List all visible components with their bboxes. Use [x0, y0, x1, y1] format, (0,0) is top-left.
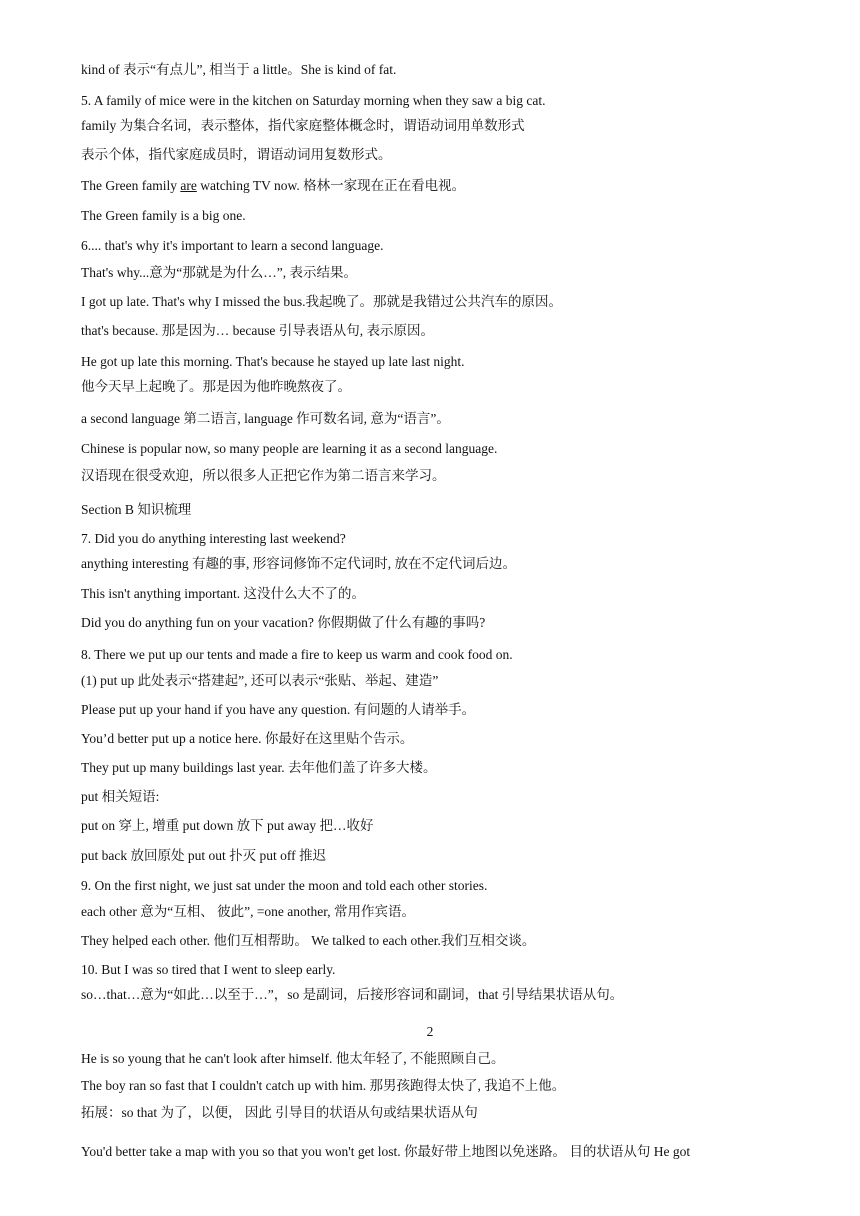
text-line: a second language 第二语言, language 作可数名词, 意为“语言”。 — [81, 411, 450, 426]
text-line: 表示个体，指代家庭成员时，谓语动词用复数形式。 — [81, 147, 392, 162]
text-line: They helped each other. 他们互相帮助。 We talked to each other.我们互相交谈。 — [81, 933, 536, 948]
text-line: 6.... that's why it's important to learn a second language. — [81, 238, 384, 253]
text-line: 8. There we put up our tents and made a fire to keep us warm and cook food on. — [81, 647, 513, 662]
text-line: (1) put up 此处表示“搭建起”, 还可以表示“张贴、举起、建造” — [81, 673, 439, 688]
text-line: that's because. 那是因为… because 引导表语从句, 表示原因。 — [81, 323, 434, 338]
underlined-word: are — [180, 178, 197, 193]
text-line: so…that…意为“如此…以至于…”，so 是副词，后接形容词和副词，that 引导结果状语从句。 — [81, 987, 624, 1002]
text-line: That's why...意为“那就是为什么…”, 表示结果。 — [81, 265, 358, 280]
page-number: 2 — [426, 1024, 434, 1039]
text-line: The boy ran so fast that I couldn't catch up with him. 那男孩跑得太快了, 我追不上他。 — [81, 1078, 566, 1093]
text-line: Chinese is popular now, so many people are learning it as a second language. — [81, 441, 498, 456]
text-line: put on 穿上, 增重 put down 放下 put away 把…收好 — [81, 818, 374, 833]
text-line — [81, 177, 465, 194]
text-line: I got up late. That's why I missed the bus.我起晚了。那就是我错过公共汽车的原因。 — [81, 294, 563, 309]
text-line: This isn't anything important. 这没什么大不了的。 — [81, 586, 366, 601]
text-line: kind of 表示“有点儿”, 相当于 a little。She is kind of fat. — [81, 62, 397, 77]
text-line: family 为集合名词，表示整体，指代家庭整体概念时，谓语动词用单数形式 — [81, 118, 525, 133]
text-segment: The Green family — [81, 178, 181, 193]
text-line: each other 意为“互相、 彼此”, =one another, 常用作宾语。 — [81, 904, 415, 919]
text-line: They put up many buildings last year. 去年他们盖了许多大楼。 — [81, 760, 437, 775]
text-line: You’d better put up a notice here. 你最好在这里贴个告示。 — [81, 731, 414, 746]
text-line: 拓展：so that 为了，以便， 因此 引导目的状语从句或结果状语从句 — [81, 1105, 478, 1120]
text-line: put back 放回原处 put out 扑灭 put off 推迟 — [81, 848, 326, 863]
text-line: He got up late this morning. That's because he stayed up late last night. — [81, 354, 465, 369]
text-line: The Green family is a big one. — [81, 208, 246, 223]
text-line: 汉语现在很受欢迎，所以很多人正把它作为第二语言来学习。 — [81, 468, 446, 483]
text-segment: watching TV now. 格林一家现在正在看电视。 — [196, 178, 466, 193]
text-line: You'd better take a map with you so that you won't get lost. 你最好带上地图以免迷路。 目的状语从句 He got — [81, 1144, 691, 1159]
text-line: 10. But I was so tired that I went to sleep early. — [81, 962, 336, 977]
text-line: 他今天早上起晚了。那是因为他昨晚熬夜了。 — [81, 379, 351, 394]
text-line: 9. On the first night, we just sat under the moon and told each other stories. — [81, 878, 488, 893]
text-line: Please put up your hand if you have any question. 有问题的人请举手。 — [81, 702, 476, 717]
text-line: 5. A family of mice were in the kitchen on Saturday morning when they saw a big cat. — [81, 93, 546, 108]
text-line: put 相关短语: — [81, 789, 160, 804]
text-line: 7. Did you do anything interesting last weekend? — [81, 531, 346, 546]
text-line: He is so young that he can't look after himself. 他太年轻了, 不能照顾自己。 — [81, 1051, 505, 1066]
text-line: anything interesting 有趣的事, 形容词修饰不定代词时, 放在不定代词后边。 — [81, 556, 516, 571]
section-heading: Section B 知识梳理 — [81, 502, 192, 517]
text-line: Did you do anything fun on your vacation? 你假期做了什么有趣的事吗? — [81, 615, 486, 630]
